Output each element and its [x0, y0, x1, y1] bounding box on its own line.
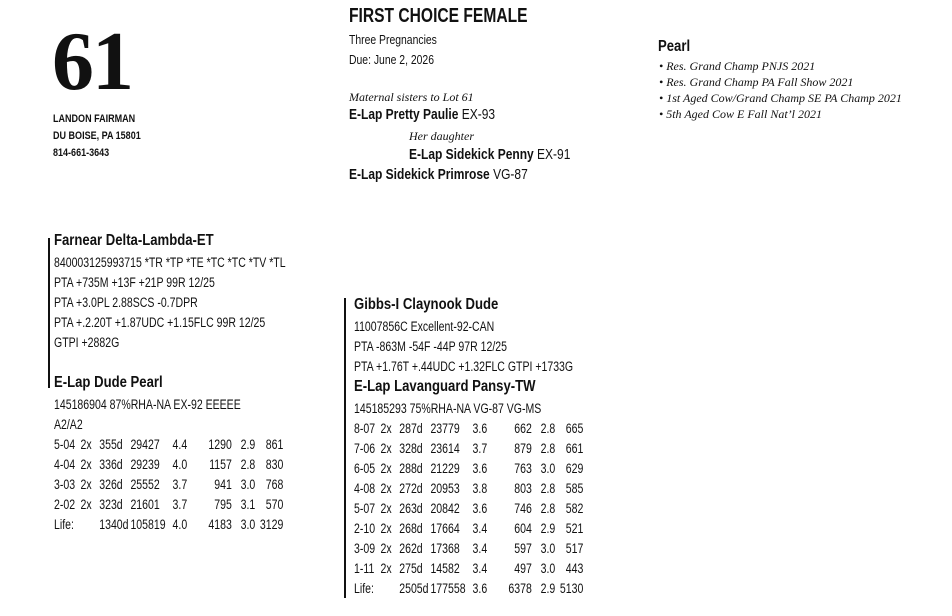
- achievement-item: • Res. Grand Champ PA Fall Show 2021: [659, 75, 854, 89]
- sire-pta-line: PTA +3.0PL 2.88SCS -0.7DPR: [54, 295, 198, 310]
- achievement-item: • Res. Grand Champ PNJS 2021: [659, 59, 816, 73]
- lifetime-cell: 2505d: [399, 581, 429, 596]
- gdam-info: [354, 399, 541, 419]
- record-cell: 585: [565, 481, 584, 496]
- record-row: [354, 419, 583, 439]
- lot-number: 61: [52, 15, 132, 108]
- record-cell: 1290: [208, 437, 232, 452]
- record-cell: 4.4: [172, 437, 188, 452]
- record-cell: 3.0: [240, 477, 256, 492]
- record-cell: 23779: [430, 421, 460, 436]
- lifetime-cell: 5130: [559, 581, 584, 596]
- record-cell: 2x: [80, 477, 92, 492]
- record-cell: 2x: [380, 461, 392, 476]
- maternal-note: Maternal sisters to Lot 61: [349, 90, 474, 104]
- record-cell: 3-03: [54, 477, 76, 492]
- record-cell: 662: [514, 421, 532, 436]
- record-cell: 629: [565, 461, 584, 476]
- pearl-achievements: [659, 58, 902, 122]
- record-cell: 582: [565, 501, 584, 516]
- record-cell: 768: [265, 477, 284, 492]
- lifetime-cell: 6378: [508, 581, 532, 596]
- record-cell: 2x: [80, 437, 92, 452]
- record-cell: 879: [514, 441, 532, 456]
- record-cell: 4-04: [54, 457, 76, 472]
- record-cell: 4-08: [354, 481, 376, 496]
- record-cell: 17664: [430, 521, 460, 536]
- record-cell: 288d: [399, 461, 423, 476]
- record-cell: 5-07: [354, 501, 376, 516]
- record-cell: 3.4: [472, 541, 488, 556]
- record-cell: 597: [514, 541, 532, 556]
- record-cell: 326d: [99, 477, 123, 492]
- record-cell: 2x: [80, 497, 92, 512]
- pedigree-bracket-mgs: [344, 298, 346, 598]
- sister-1-score: EX-93: [461, 106, 496, 123]
- gdam-records-table: [354, 419, 583, 599]
- record-row: [354, 459, 583, 479]
- record-cell: 2x: [380, 541, 392, 556]
- consignor-phone: 814-661-3643: [53, 147, 110, 159]
- record-cell: 20842: [430, 501, 460, 516]
- pedigree-bracket-sire: [48, 238, 50, 388]
- record-cell: 23614: [430, 441, 460, 456]
- record-cell: 3.0: [540, 561, 556, 576]
- record-cell: 661: [565, 441, 584, 456]
- record-cell: 2x: [380, 501, 392, 516]
- record-cell: 328d: [399, 441, 423, 456]
- sister-2-score: VG-87: [493, 166, 528, 183]
- due-date-line: Due: June 2, 2026: [349, 52, 434, 67]
- record-row: [354, 559, 583, 579]
- record-cell: 941: [214, 477, 232, 492]
- record-cell: 830: [265, 457, 284, 472]
- lifetime-cell: 2.9: [540, 581, 556, 596]
- record-row: [354, 479, 583, 499]
- record-cell: 1157: [209, 457, 232, 472]
- record-cell: 25552: [130, 477, 160, 492]
- gdam-name: E-Lap Lavanguard Pansy-TW: [354, 378, 536, 395]
- record-cell: 17368: [430, 541, 460, 556]
- lifetime-cell: 177558: [430, 581, 466, 596]
- record-cell: 2x: [380, 481, 392, 496]
- record-cell: 517: [565, 541, 584, 556]
- lifetime-row: [54, 515, 283, 535]
- sire-info: [54, 253, 286, 353]
- record-row: [354, 539, 583, 559]
- lifetime-cell: 3129: [259, 517, 284, 532]
- record-cell: 3.6: [472, 501, 488, 516]
- record-row: [354, 439, 583, 459]
- record-cell: 2.8: [240, 457, 256, 472]
- record-cell: 570: [265, 497, 284, 512]
- lifetime-row: [354, 579, 583, 599]
- achievement-item: • 5th Aged Cow E Fall Nat’l 2021: [659, 107, 822, 121]
- record-cell: 763: [514, 461, 532, 476]
- gdam-reg-line: 145185293 75%RHA-NA VG-87 VG-MS: [354, 401, 542, 416]
- daughter: [409, 146, 570, 163]
- record-cell: 497: [514, 561, 532, 576]
- record-cell: 443: [565, 561, 584, 576]
- record-cell: 336d: [99, 457, 123, 472]
- record-cell: 665: [565, 421, 584, 436]
- lifetime-cell: 4183: [208, 517, 232, 532]
- mgs-pta-line: PTA -863M -54F -44P 97R 12/25: [354, 339, 507, 354]
- sister-1-name: E-Lap Pretty Paulie: [349, 106, 459, 123]
- record-cell: 14582: [430, 561, 460, 576]
- record-cell: 21601: [130, 497, 160, 512]
- consignor-block: [53, 111, 141, 162]
- daughter-name: E-Lap Sidekick Penny: [409, 146, 534, 163]
- record-cell: 275d: [399, 561, 423, 576]
- record-cell: 3.7: [172, 477, 188, 492]
- record-cell: 2x: [380, 421, 392, 436]
- lifetime-cell: 3.0: [240, 517, 256, 532]
- record-cell: 746: [514, 501, 532, 516]
- record-cell: 2x: [380, 521, 392, 536]
- record-cell: 3.6: [472, 461, 488, 476]
- record-cell: 3-09: [354, 541, 376, 556]
- dam-genotype-line: A2/A2: [54, 417, 83, 432]
- record-cell: 2x: [380, 441, 392, 456]
- dam-records-table: [54, 435, 283, 535]
- record-cell: 2.8: [540, 501, 556, 516]
- record-cell: 3.4: [472, 561, 488, 576]
- record-cell: 287d: [399, 421, 423, 436]
- sire-reg-line: 840003125993715 *TR *TP *TE *TC *TC *TV *TL: [54, 255, 286, 270]
- record-row: [54, 455, 283, 475]
- mgs-info: [354, 317, 573, 377]
- record-cell: 29427: [130, 437, 160, 452]
- offering-details: [349, 30, 437, 70]
- record-cell: 2.9: [540, 521, 556, 536]
- record-row: [54, 495, 283, 515]
- record-row: [54, 435, 283, 455]
- record-row: [354, 519, 583, 539]
- record-cell: 21229: [430, 461, 460, 476]
- record-cell: 2-10: [354, 521, 376, 536]
- record-cell: 263d: [399, 501, 423, 516]
- record-cell: 3.6: [472, 421, 488, 436]
- mgs-pta-line: PTA +1.76T +.44UDC +1.32FLC GTPI +1733G: [354, 359, 574, 374]
- record-cell: 861: [265, 437, 284, 452]
- record-cell: 2-02: [54, 497, 76, 512]
- consignor-address: DU BOISE, PA 15801: [53, 130, 141, 142]
- record-cell: 4.0: [172, 457, 188, 472]
- record-cell: 2x: [80, 457, 92, 472]
- record-cell: 1-11: [354, 561, 375, 576]
- sire-pta-line: PTA +735M +13F +21P 99R 12/25: [54, 275, 215, 290]
- pearl-title: Pearl: [658, 38, 691, 55]
- lifetime-cell: 105819: [130, 517, 166, 532]
- lifetime-cell: 1340d: [99, 517, 129, 532]
- daughter-note: Her daughter: [409, 129, 474, 143]
- sister-2: [349, 166, 528, 183]
- lifetime-cell: Life:: [54, 517, 74, 532]
- record-cell: 3.8: [472, 481, 488, 496]
- record-cell: 20953: [430, 481, 460, 496]
- mgs-reg-line: 11007856C Excellent-92-CAN: [354, 319, 495, 334]
- record-cell: 8-07: [354, 421, 376, 436]
- offering-title: FIRST CHOICE FEMALE: [349, 5, 528, 27]
- record-cell: 2.9: [240, 437, 256, 452]
- record-cell: 2.8: [540, 441, 556, 456]
- record-cell: 7-06: [354, 441, 376, 456]
- sire-name: Farnear Delta-Lambda-ET: [54, 232, 214, 249]
- record-cell: 795: [214, 497, 232, 512]
- mgs-name: Gibbs-I Claynook Dude: [354, 296, 499, 313]
- record-cell: 3.7: [172, 497, 188, 512]
- sister-1: [349, 106, 495, 123]
- dam-name: E-Lap Dude Pearl: [54, 374, 163, 391]
- record-row: [354, 499, 583, 519]
- consignor-name: LANDON FAIRMAN: [53, 113, 136, 125]
- record-cell: 803: [514, 481, 532, 496]
- lifetime-cell: 4.0: [172, 517, 188, 532]
- record-cell: 3.0: [540, 541, 556, 556]
- record-cell: 604: [514, 521, 532, 536]
- sire-pta-line: PTA +.2.20T +1.87UDC +1.15FLC 99R 12/25: [54, 315, 266, 330]
- record-cell: 3.0: [540, 461, 556, 476]
- record-cell: 262d: [399, 541, 423, 556]
- record-cell: 2x: [380, 561, 392, 576]
- record-cell: 5-04: [54, 437, 76, 452]
- record-cell: 272d: [399, 481, 423, 496]
- lifetime-cell: 3.6: [472, 581, 488, 596]
- record-cell: 6-05: [354, 461, 376, 476]
- record-cell: 2.8: [540, 481, 556, 496]
- record-cell: 29239: [130, 457, 160, 472]
- sire-gtpi-line: GTPI +2882G: [54, 335, 120, 350]
- record-cell: 3.7: [472, 441, 488, 456]
- lifetime-cell: Life:: [354, 581, 374, 596]
- daughter-score: EX-91: [537, 146, 571, 163]
- sister-2-name: E-Lap Sidekick Primrose: [349, 166, 490, 183]
- pregnancy-line: Three Pregnancies: [349, 32, 437, 47]
- record-cell: 268d: [399, 521, 423, 536]
- record-row: [54, 475, 283, 495]
- record-cell: 3.4: [472, 521, 488, 536]
- record-cell: 2.8: [540, 421, 556, 436]
- record-cell: 3.1: [240, 497, 256, 512]
- dam-reg-line: 145186904 87%RHA-NA EX-92 EEEEE: [54, 397, 241, 412]
- record-cell: 355d: [99, 437, 123, 452]
- record-cell: 521: [565, 521, 584, 536]
- achievement-item: • 1st Aged Cow/Grand Champ SE PA Champ 2021: [659, 91, 902, 105]
- record-cell: 323d: [99, 497, 123, 512]
- dam-info: [54, 395, 241, 435]
